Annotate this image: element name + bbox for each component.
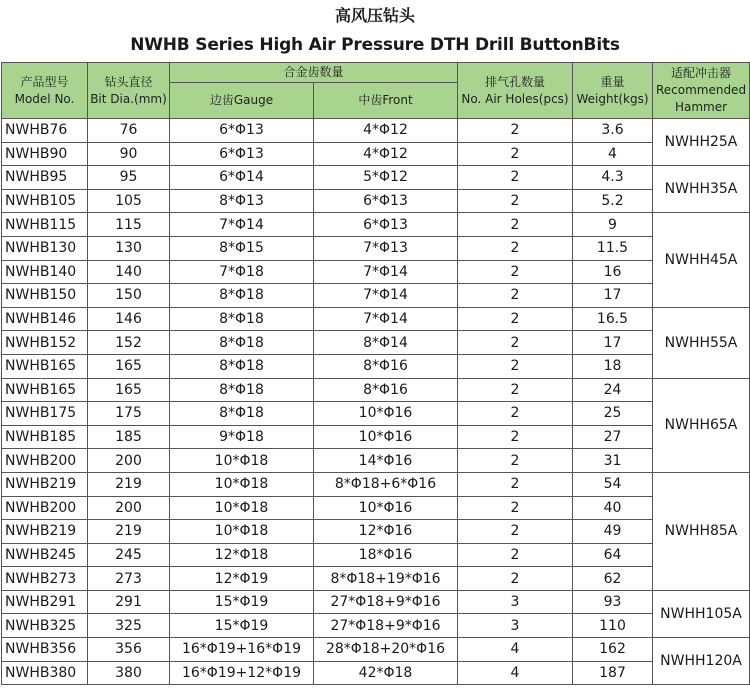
header-dia — [88, 63, 170, 119]
header-weight-cn: 重量 — [600, 74, 625, 89]
header-weight — [573, 63, 653, 119]
header-model-en: Model No. — [14, 91, 75, 106]
diameter-cell: 165 — [88, 354, 170, 378]
model-cell: NWHB185 — [2, 425, 88, 449]
model-cell: NWHB165 — [2, 354, 88, 378]
model-cell: NWHB140 — [2, 260, 88, 284]
table-row — [2, 614, 750, 638]
gauge-cell: 10*Φ18 — [170, 520, 314, 544]
gauge-cell: 12*Φ18 — [170, 543, 314, 567]
diameter-cell: 273 — [88, 567, 170, 591]
hammer-cell: NWHH85A — [653, 472, 750, 590]
gauge-cell: 10*Φ18 — [170, 472, 314, 496]
weight-cell: 9 — [573, 213, 653, 237]
front-cell: 10*Φ16 — [314, 402, 458, 426]
gauge-cell: 8*Φ15 — [170, 236, 314, 260]
table-row — [2, 307, 750, 331]
front-cell: 6*Φ13 — [314, 213, 458, 237]
weight-cell: 40 — [573, 496, 653, 520]
header-hammer-en2: Hammer — [674, 100, 728, 114]
drill-bit-spec-table — [1, 62, 750, 685]
table-row — [2, 543, 750, 567]
hammer-cell: NWHH120A — [653, 638, 750, 685]
front-cell: 10*Φ16 — [314, 425, 458, 449]
air-holes-cell: 2 — [458, 543, 573, 567]
table-row — [2, 331, 750, 355]
weight-cell: 5.2 — [573, 189, 653, 213]
diameter-cell: 380 — [88, 661, 170, 685]
front-cell: 7*Φ14 — [314, 260, 458, 284]
front-cell: 8*Φ16 — [314, 378, 458, 402]
front-cell: 8*Φ18+6*Φ16 — [314, 472, 458, 496]
weight-cell: 25 — [573, 402, 653, 426]
air-holes-cell: 2 — [458, 260, 573, 284]
weight-cell: 93 — [573, 590, 653, 614]
model-cell: NWHB130 — [2, 236, 88, 260]
weight-cell: 24 — [573, 378, 653, 402]
table-row — [2, 638, 750, 662]
diameter-cell: 325 — [88, 614, 170, 638]
header-front: 中齿Front — [314, 83, 458, 119]
diameter-cell: 95 — [88, 166, 170, 190]
gauge-cell: 6*Φ13 — [170, 119, 314, 143]
model-cell: NWHB76 — [2, 119, 88, 143]
gauge-cell: 15*Φ19 — [170, 590, 314, 614]
model-cell: NWHB219 — [2, 472, 88, 496]
air-holes-cell: 2 — [458, 331, 573, 355]
front-cell: 5*Φ12 — [314, 166, 458, 190]
gauge-cell: 16*Φ19+16*Φ19 — [170, 638, 314, 662]
weight-cell: 4 — [573, 142, 653, 166]
table-row — [2, 119, 750, 143]
diameter-cell: 76 — [88, 119, 170, 143]
hammer-cell: NWHH55A — [653, 307, 750, 378]
table-row — [2, 496, 750, 520]
gauge-cell: 8*Φ18 — [170, 307, 314, 331]
weight-cell: 62 — [573, 567, 653, 591]
weight-cell: 54 — [573, 472, 653, 496]
front-cell: 27*Φ18+9*Φ16 — [314, 614, 458, 638]
table-row — [2, 236, 750, 260]
table-row — [2, 142, 750, 166]
air-holes-cell: 2 — [458, 236, 573, 260]
air-holes-cell: 2 — [458, 307, 573, 331]
title-english: NWHB Series High Air Pressure DTH Drill ButtonBits — [130, 35, 620, 55]
gauge-cell: 7*Φ14 — [170, 213, 314, 237]
air-holes-cell: 2 — [458, 402, 573, 426]
gauge-cell: 8*Φ18 — [170, 284, 314, 308]
header-hammer-en1: Recommended — [655, 83, 747, 97]
header-hammer-cn: 适配冲击器 — [671, 66, 732, 80]
model-cell: NWHB150 — [2, 284, 88, 308]
model-cell: NWHB325 — [2, 614, 88, 638]
header-dia-en: Bit Dia.(mm) — [90, 91, 167, 106]
table-row — [2, 354, 750, 378]
front-cell: 4*Φ12 — [314, 142, 458, 166]
weight-cell: 18 — [573, 354, 653, 378]
front-cell: 18*Φ16 — [314, 543, 458, 567]
diameter-cell: 90 — [88, 142, 170, 166]
table-row — [2, 472, 750, 496]
header-alloy: 合金齿数量 — [170, 63, 458, 83]
air-holes-cell: 2 — [458, 496, 573, 520]
hammer-cell: NWHH35A — [653, 166, 750, 213]
front-cell: 7*Φ14 — [314, 307, 458, 331]
front-cell: 8*Φ16 — [314, 354, 458, 378]
weight-cell: 162 — [573, 638, 653, 662]
air-holes-cell: 2 — [458, 284, 573, 308]
gauge-cell: 7*Φ18 — [170, 260, 314, 284]
air-holes-cell: 2 — [458, 567, 573, 591]
model-cell: NWHB200 — [2, 496, 88, 520]
air-holes-cell: 2 — [458, 142, 573, 166]
model-cell: NWHB291 — [2, 590, 88, 614]
weight-cell: 110 — [573, 614, 653, 638]
front-cell: 42*Φ18 — [314, 661, 458, 685]
front-cell: 8*Φ14 — [314, 331, 458, 355]
gauge-cell: 6*Φ14 — [170, 166, 314, 190]
table-row — [2, 284, 750, 308]
air-holes-cell: 2 — [458, 449, 573, 473]
table-row — [2, 425, 750, 449]
front-cell: 27*Φ18+9*Φ16 — [314, 590, 458, 614]
hammer-cell: NWHH45A — [653, 213, 750, 307]
diameter-cell: 146 — [88, 307, 170, 331]
gauge-cell: 8*Φ18 — [170, 354, 314, 378]
header-gauge: 边齿Gauge — [170, 83, 314, 119]
air-holes-cell: 2 — [458, 354, 573, 378]
model-cell: NWHB90 — [2, 142, 88, 166]
gauge-cell: 10*Φ18 — [170, 496, 314, 520]
header-dia-cn: 钻头直径 — [104, 74, 153, 89]
air-holes-cell: 2 — [458, 166, 573, 190]
weight-cell: 187 — [573, 661, 653, 685]
gauge-cell: 8*Φ13 — [170, 189, 314, 213]
front-cell: 6*Φ13 — [314, 189, 458, 213]
gauge-cell: 15*Φ19 — [170, 614, 314, 638]
front-cell: 7*Φ14 — [314, 284, 458, 308]
gauge-cell: 6*Φ13 — [170, 142, 314, 166]
header-holes-cn: 排气孔数量 — [485, 74, 546, 89]
hammer-cell: NWHH105A — [653, 590, 750, 637]
model-cell: NWHB165 — [2, 378, 88, 402]
gauge-cell: 10*Φ18 — [170, 449, 314, 473]
air-holes-cell: 2 — [458, 119, 573, 143]
model-cell: NWHB115 — [2, 213, 88, 237]
air-holes-cell: 3 — [458, 590, 573, 614]
title-chinese: 高风压钻头 — [334, 6, 415, 25]
model-cell: NWHB356 — [2, 638, 88, 662]
header-holes — [458, 63, 573, 119]
diameter-cell: 245 — [88, 543, 170, 567]
gauge-cell: 9*Φ18 — [170, 425, 314, 449]
diameter-cell: 219 — [88, 520, 170, 544]
diameter-cell: 200 — [88, 449, 170, 473]
diameter-cell: 185 — [88, 425, 170, 449]
table-row — [2, 213, 750, 237]
table-row — [2, 260, 750, 284]
weight-cell: 49 — [573, 520, 653, 544]
model-cell: NWHB273 — [2, 567, 88, 591]
table-row — [2, 378, 750, 402]
air-holes-cell: 4 — [458, 638, 573, 662]
weight-cell: 4.3 — [573, 166, 653, 190]
air-holes-cell: 3 — [458, 614, 573, 638]
front-cell: 4*Φ12 — [314, 119, 458, 143]
table-row — [2, 166, 750, 190]
model-cell: NWHB175 — [2, 402, 88, 426]
front-cell: 28*Φ18+20*Φ16 — [314, 638, 458, 662]
weight-cell: 16 — [573, 260, 653, 284]
header-model-cn: 产品型号 — [20, 74, 69, 89]
gauge-cell: 16*Φ19+12*Φ19 — [170, 661, 314, 685]
diameter-cell: 130 — [88, 236, 170, 260]
front-cell: 12*Φ16 — [314, 520, 458, 544]
model-cell: NWHB200 — [2, 449, 88, 473]
weight-cell: 3.6 — [573, 119, 653, 143]
table-row — [2, 661, 750, 685]
front-cell: 7*Φ13 — [314, 236, 458, 260]
table-row — [2, 449, 750, 473]
front-cell: 14*Φ16 — [314, 449, 458, 473]
model-cell: NWHB245 — [2, 543, 88, 567]
weight-cell: 31 — [573, 449, 653, 473]
model-cell: NWHB219 — [2, 520, 88, 544]
diameter-cell: 105 — [88, 189, 170, 213]
gauge-cell: 12*Φ19 — [170, 567, 314, 591]
table-body — [2, 119, 750, 685]
weight-cell: 16.5 — [573, 307, 653, 331]
model-cell: NWHB105 — [2, 189, 88, 213]
gauge-cell: 8*Φ18 — [170, 331, 314, 355]
gauge-cell: 8*Φ18 — [170, 378, 314, 402]
air-holes-cell: 2 — [458, 472, 573, 496]
air-holes-cell: 2 — [458, 425, 573, 449]
header-hammer — [653, 63, 750, 119]
air-holes-cell: 2 — [458, 520, 573, 544]
model-cell: NWHB146 — [2, 307, 88, 331]
model-cell: NWHB380 — [2, 661, 88, 685]
air-holes-cell: 2 — [458, 213, 573, 237]
diameter-cell: 356 — [88, 638, 170, 662]
diameter-cell: 165 — [88, 378, 170, 402]
diameter-cell: 150 — [88, 284, 170, 308]
model-cell: NWHB95 — [2, 166, 88, 190]
hammer-cell: NWHH25A — [653, 119, 750, 166]
diameter-cell: 115 — [88, 213, 170, 237]
table-row — [2, 567, 750, 591]
weight-cell: 11.5 — [573, 236, 653, 260]
air-holes-cell: 2 — [458, 189, 573, 213]
air-holes-cell: 2 — [458, 378, 573, 402]
table-row — [2, 189, 750, 213]
header-model — [2, 63, 88, 119]
diameter-cell: 219 — [88, 472, 170, 496]
gauge-cell: 8*Φ18 — [170, 402, 314, 426]
weight-cell: 17 — [573, 284, 653, 308]
diameter-cell: 140 — [88, 260, 170, 284]
weight-cell: 17 — [573, 331, 653, 355]
header-weight-en: Weight(kgs) — [576, 91, 649, 106]
table-row — [2, 402, 750, 426]
model-cell: NWHB152 — [2, 331, 88, 355]
air-holes-cell: 4 — [458, 661, 573, 685]
weight-cell: 64 — [573, 543, 653, 567]
front-cell: 8*Φ18+19*Φ16 — [314, 567, 458, 591]
diameter-cell: 152 — [88, 331, 170, 355]
diameter-cell: 175 — [88, 402, 170, 426]
table-row — [2, 520, 750, 544]
hammer-cell: NWHH65A — [653, 378, 750, 472]
diameter-cell: 291 — [88, 590, 170, 614]
front-cell: 10*Φ16 — [314, 496, 458, 520]
diameter-cell: 200 — [88, 496, 170, 520]
table-row — [2, 590, 750, 614]
weight-cell: 27 — [573, 425, 653, 449]
header-holes-en: No. Air Holes(pcs) — [461, 91, 569, 106]
